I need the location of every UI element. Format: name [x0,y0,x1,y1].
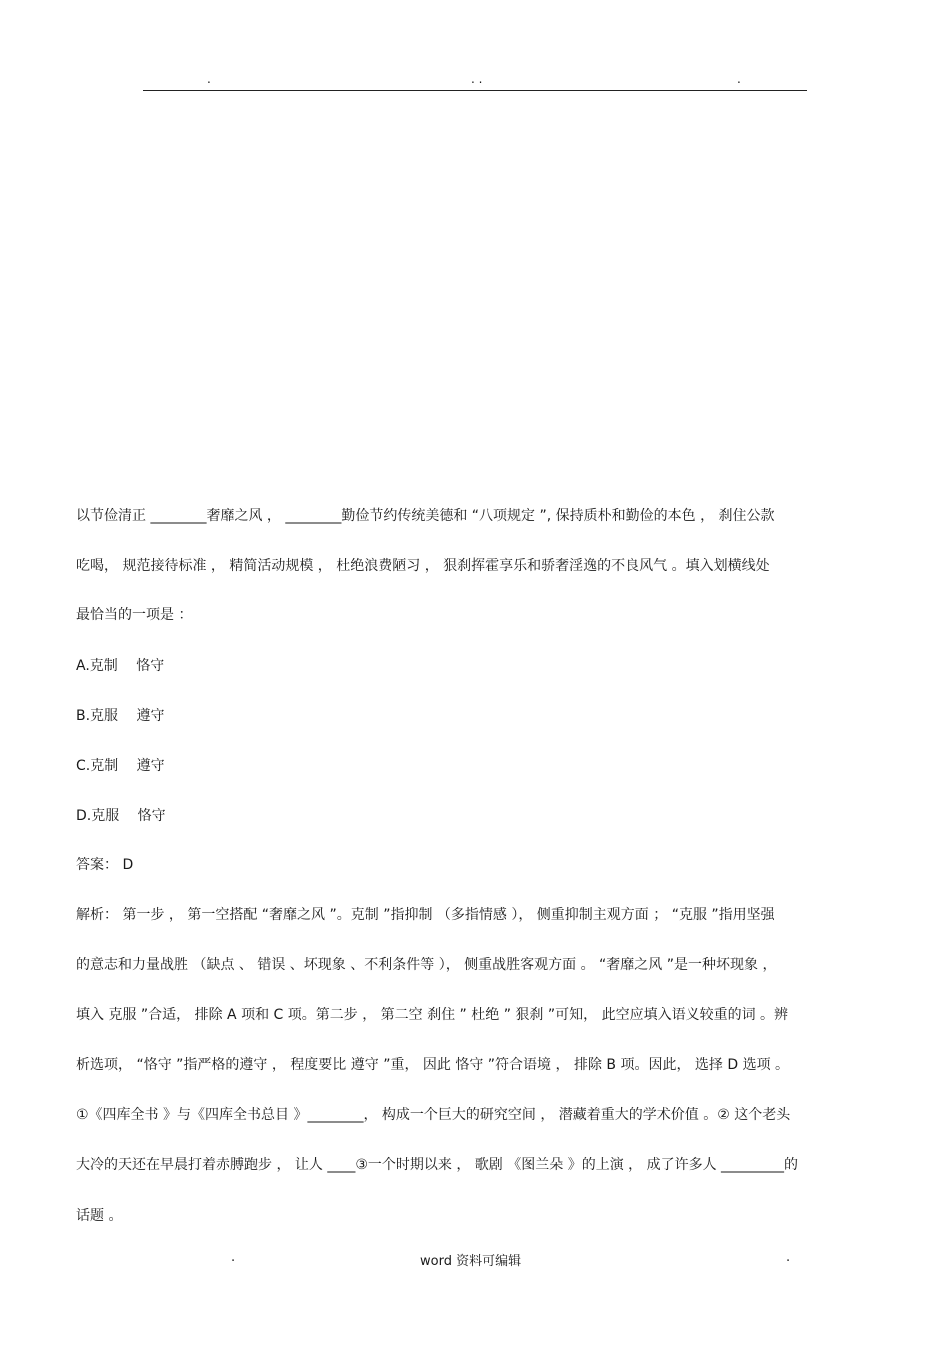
question-line: 最恰当的一项是 ： [76,607,193,623]
option-a: A.克制 恪守 [76,658,165,674]
option-c: C.克制 遵守 [76,758,165,774]
header-dot-right: . [737,72,741,86]
page-header [143,72,807,91]
analysis-line: 解析： 第一步 ， 第一空搭配 “奢靡之风 ”。克制 ”指抑制 （多指情感 ）， 侧重抑制主观方面 ； “克服 ”指用坚强 [76,907,775,923]
next-question-line: 话题 。 [76,1208,123,1224]
question-line: 以节俭清正 ________奢靡之风 ， ________勤俭节约传统美德和 “八项规定 ”, 保持质朴和勤俭的本色 ， 刹住公款 [76,508,775,524]
analysis-line: 的意志和力量战胜 （缺点 、 错误 、坏现象 、不利条件等 ）， 侧重战胜客观方面 。 “奢靡之风 ”是一种坏现象 ， [76,957,777,973]
footer-dot-left: . [231,1250,236,1265]
option-b: B.克服 遵守 [76,708,165,724]
answer-line: 答案： D [76,857,134,873]
next-question-line: ①《四库全书 》与《四库全书总目 》________， 构成一个巨大的研究空间 ， 潜藏着重大的学术价值 。② 这个老头 [76,1107,791,1123]
analysis-line: 析选项， “恪守 ”指严格的遵守 ， 程度要比 遵守 ”重， 因此 恪守 ”符合语境 ， 排除 B 项。因此， 选择 D 选项 。 [76,1057,790,1073]
next-question-line: 大冷的天还在早晨打着赤膊跑步 ， 让人 ____③一个时期以来 ， 歌剧 《图兰朵 》的上演 ， 成了许多人 _________的 [76,1157,799,1173]
analysis-line: 填入 克服 ”合适， 排除 A 项和 C 项。第二步 ， 第二空 刹住 ” 杜绝 ” 狠刹 ”可知， 此空应填入语义较重的词 。辨 [76,1007,789,1023]
header-dots-center: . . [471,72,483,86]
header-dot-left: . [207,72,211,86]
option-d: D.克服 恪守 [76,808,166,824]
footer-dot-right: . [786,1250,791,1265]
footer-caption: word 资料可编辑 [420,1254,522,1269]
question-line: 吃喝， 规范接待标准 ， 精简活动规模 ， 杜绝浪费陋习 ， 狠刹挥霍享乐和骄奢淫逸的不良风气 。填入划横线处 [76,558,770,574]
